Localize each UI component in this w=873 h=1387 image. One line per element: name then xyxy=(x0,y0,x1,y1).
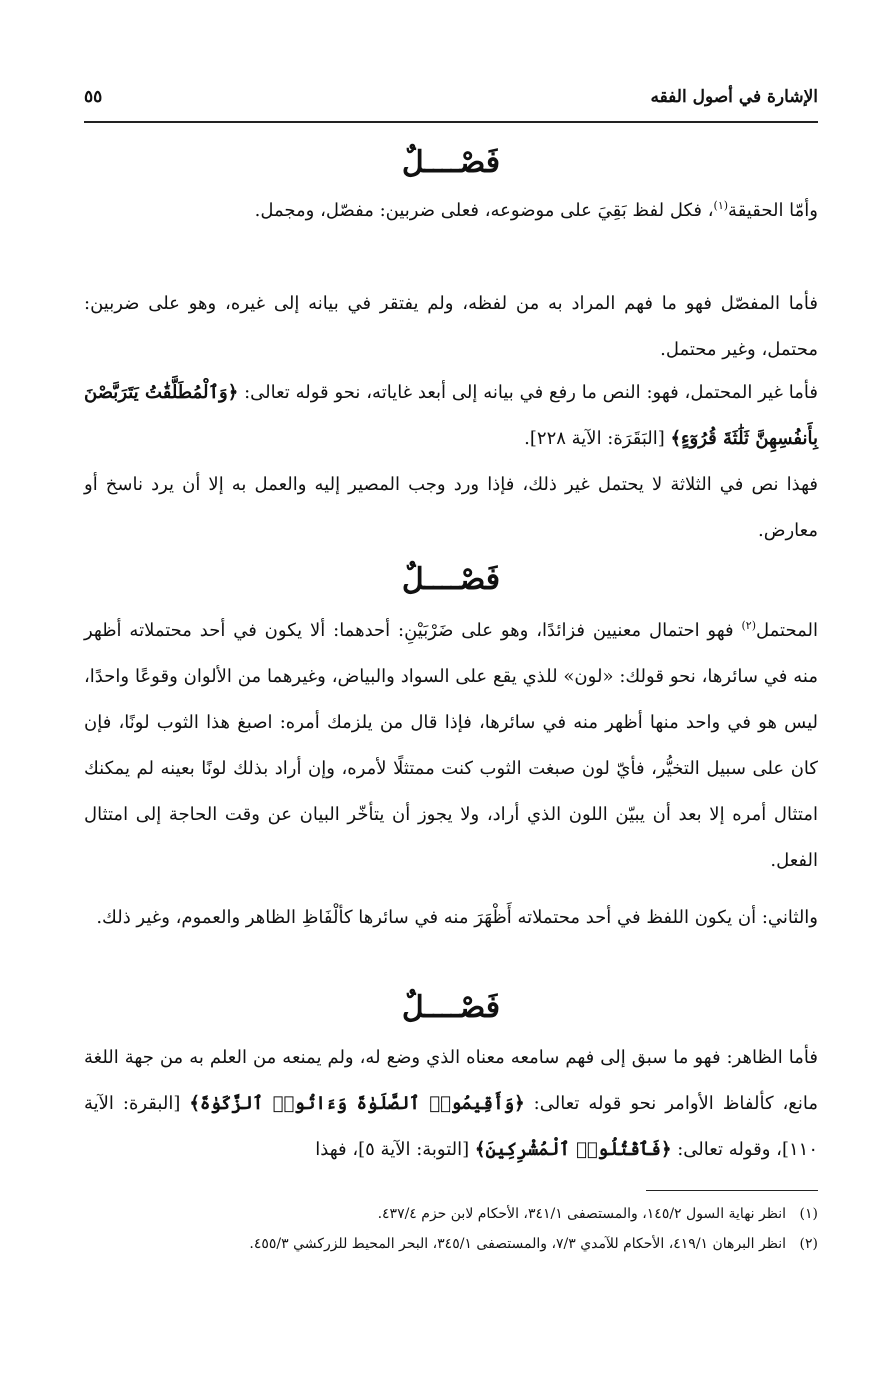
section-heading: فَصْــــلٌ xyxy=(401,145,501,180)
paragraph xyxy=(84,188,818,234)
paragraph-text: فهو احتمال معنيين فزائدًا، وهو على ضَرْبَيْنِ: أحدهما: ألا يكون في أحد محتملاته أظهر منه في سائرها، نحو قولك: «لون» للذي يقع على السواد والبياض، وغيرهما من الألوان وقوعًا واحدًا، ليس هو في واحد منها أظهر منه في سائرها، فإذا قال من يلزمك أمره: اصبغ هذا الثوب لونًا، فإن كان على سبيل التخيُّر، فأيّ لون صبغت الثوب كنت ممتثلًا لأمره، وإن أراد بذلك لونًا بعينه لم يمكنك امتثال أمره إلا بعد أن يبيّن اللون الذي أراد، ولا يجوز أن يتأخّر البيان عن وقت الحاجة إلى امتثال الفعل. xyxy=(84,620,818,871)
book-title: الإشارة في أصول الفقه xyxy=(650,87,818,107)
paragraph xyxy=(84,1035,818,1173)
paragraph-text: فهذا نص في الثلاثة لا يحتمل غير ذلك، فإذا ورد وجب المصير إليه والعمل به إلا أن يرد ناسخ أو معارض. xyxy=(84,474,818,541)
paragraph xyxy=(84,370,818,462)
paragraph-text: المحتمل xyxy=(756,620,818,641)
verse-citation: [التوبة: الآية ٥]، فهذا xyxy=(315,1139,475,1160)
running-header xyxy=(84,85,818,123)
paragraph-text: وأمّا الحقيقة xyxy=(728,200,818,221)
footnote-number: (٢) xyxy=(799,1236,818,1252)
section-heading: فَصْــــلٌ xyxy=(401,990,501,1025)
paragraph xyxy=(84,462,818,554)
quran-verse: ﴿فَٱقْتُلُوا۟ ٱلْمُشْرِكِينَ﴾ xyxy=(474,1139,672,1160)
footnote-number: (١) xyxy=(799,1206,818,1222)
page-number: ٥٥ xyxy=(84,87,103,107)
paragraph-text: فأما غير المحتمل، فهو: النص ما رفع في بيانه إلى أبعد غاياته، نحو قوله تعالى: xyxy=(238,382,818,403)
footnote-separator xyxy=(646,1190,818,1191)
verse-citation: [البَقَرَة: الآية ٢٢٨]. xyxy=(524,428,671,449)
paragraph xyxy=(84,281,818,373)
paragraph-text: فأما الظاهر: فهو ما سبق إلى فهم سامعه معناه الذي وضع له، ولم يمنعه من العلم به من جهة اللغة مانع، كألفاظ الأوامر نحو قوله تعالى: xyxy=(84,1047,819,1114)
paragraph xyxy=(84,895,818,941)
quran-verse: ﴿وَٱلْمُطَلَّقَٰتُ يَتَرَبَّصْنَ بِأَنفُسِهِنَّ ثَلَٰثَةَ قُرُوٓءٍ﴾ xyxy=(84,382,818,449)
paragraph xyxy=(84,608,818,884)
footnote-ref: (١) xyxy=(713,199,729,212)
footnote xyxy=(84,1230,818,1258)
verse-citation: [البقرة: الآية ١١٠]، وقوله تعالى: xyxy=(84,1093,818,1160)
footnote-ref: (٢) xyxy=(741,619,757,632)
paragraph-text: ، فكل لفظ بَقِيَ على موضوعه، فعلى ضربين: مفصّل، ومجمل. xyxy=(254,200,714,221)
footnote xyxy=(84,1200,818,1228)
paragraph-text: فأما المفصّل فهو ما فهم المراد به من لفظه، ولم يفتقر في بيانه إلى غيره، وهو على ضربين: محتمل، وغير محتمل. xyxy=(84,293,818,360)
paragraph-text: والثاني: أن يكون اللفظ في أحد محتملاته أَظْهَرَ منه في سائرها كألْفَاظِ الظاهر والعموم، وغير ذلك. xyxy=(96,907,818,928)
quran-verse: ﴿وَأَقِيمُوا۟ ٱلصَّلَوٰةَ وَءَاتُوا۟ ٱلزَّكَوٰةَ﴾ xyxy=(189,1093,525,1114)
section-heading: فَصْــــلٌ xyxy=(401,562,501,597)
footnote-text: انظر نهاية السول ١٤٥/٢، والمستصفى ٣٤١/١، الأحكام لابن حزم ٤٣٧/٤. xyxy=(377,1206,786,1222)
footnote-text: انظر البرهان ٤١٩/١، الأحكام للآمدي ٧/٣، والمستصفى ٣٤٥/١، البحر المحيط للزركشي ٤٥٥/٣. xyxy=(249,1236,786,1252)
